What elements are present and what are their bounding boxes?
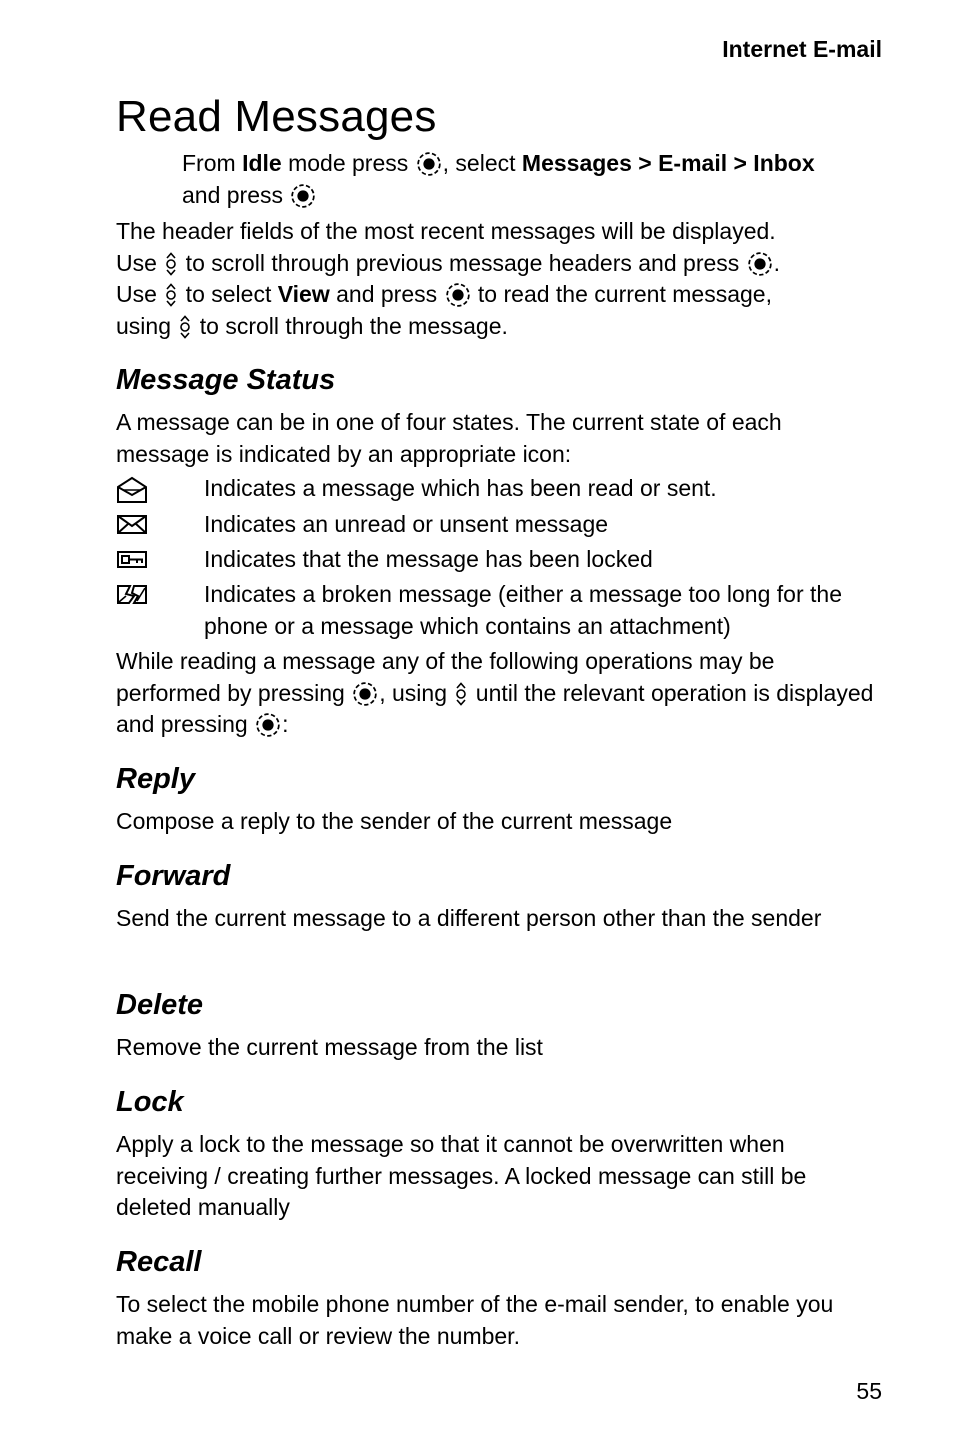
- status-item-unread: Indicates an unread or unsent message: [116, 509, 876, 541]
- intro-body: The header fields of the most recent messages will be displayed. Use to scroll through previous message headers and press . Use to select View and press to read the current message, using to scroll through the message.: [116, 218, 781, 339]
- select-key-icon: [416, 151, 442, 177]
- unread-envelope-icon: [116, 512, 148, 536]
- navigation-key-icon: [164, 251, 178, 277]
- select-key-icon: [290, 183, 316, 209]
- select-key-icon: [445, 282, 471, 308]
- navigation-key-icon: [454, 681, 468, 707]
- status-item-read: Indicates a message which has been read or sent.: [116, 473, 876, 509]
- lock-heading: Lock: [116, 1086, 184, 1118]
- reply-text: Compose a reply to the sender of the current message: [116, 808, 673, 834]
- status-item-locked: Indicates that the message has been locked: [116, 544, 876, 576]
- navigation-key-icon: [164, 282, 178, 308]
- select-key-icon: [255, 712, 281, 738]
- operations-intro: While reading a message any of the following operations may be performed by pressing , using until the relevant operation is displayed and pressing :: [116, 648, 874, 737]
- intro-instruction: From Idle mode press , select Messages > E-mail > Inbox and press: [182, 150, 815, 208]
- delete-text: Remove the current message from the list: [116, 1034, 543, 1060]
- reply-heading: Reply: [116, 763, 195, 795]
- locked-message-icon: [116, 547, 148, 571]
- select-key-icon: [352, 681, 378, 707]
- lock-text: Apply a lock to the message so that it cannot be overwritten when receiving / creating further messages. A locked message can still be deleted manually: [116, 1131, 807, 1220]
- idle-label: Idle: [242, 150, 282, 176]
- message-status-heading: Message Status: [116, 364, 336, 396]
- status-item-broken: Indicates a broken message (either a message too long for the phone or a message which contains an attachment): [116, 579, 876, 642]
- delete-heading: Delete: [116, 989, 204, 1021]
- running-header: Internet E-mail: [722, 36, 882, 62]
- forward-text: Send the current message to a different person other than the sender: [116, 905, 822, 931]
- broken-message-icon: [116, 582, 148, 606]
- navigation-key-icon: [178, 314, 192, 340]
- read-envelope-icon: [116, 476, 148, 504]
- recall-heading: Recall: [116, 1246, 202, 1278]
- page-title: Read Messages: [116, 92, 437, 141]
- view-label: View: [277, 281, 330, 307]
- recall-text: To select the mobile phone number of the e-mail sender, to enable you make a voice call or review the number.: [116, 1291, 834, 1349]
- menu-path: Messages > E-mail > Inbox: [521, 150, 815, 176]
- message-status-text: A message can be in one of four states. The current state of each message is indicated by an appropriate icon:: [116, 409, 782, 467]
- forward-heading: Forward: [116, 860, 231, 892]
- page-number: 55: [856, 1378, 882, 1404]
- select-key-icon: [747, 251, 773, 277]
